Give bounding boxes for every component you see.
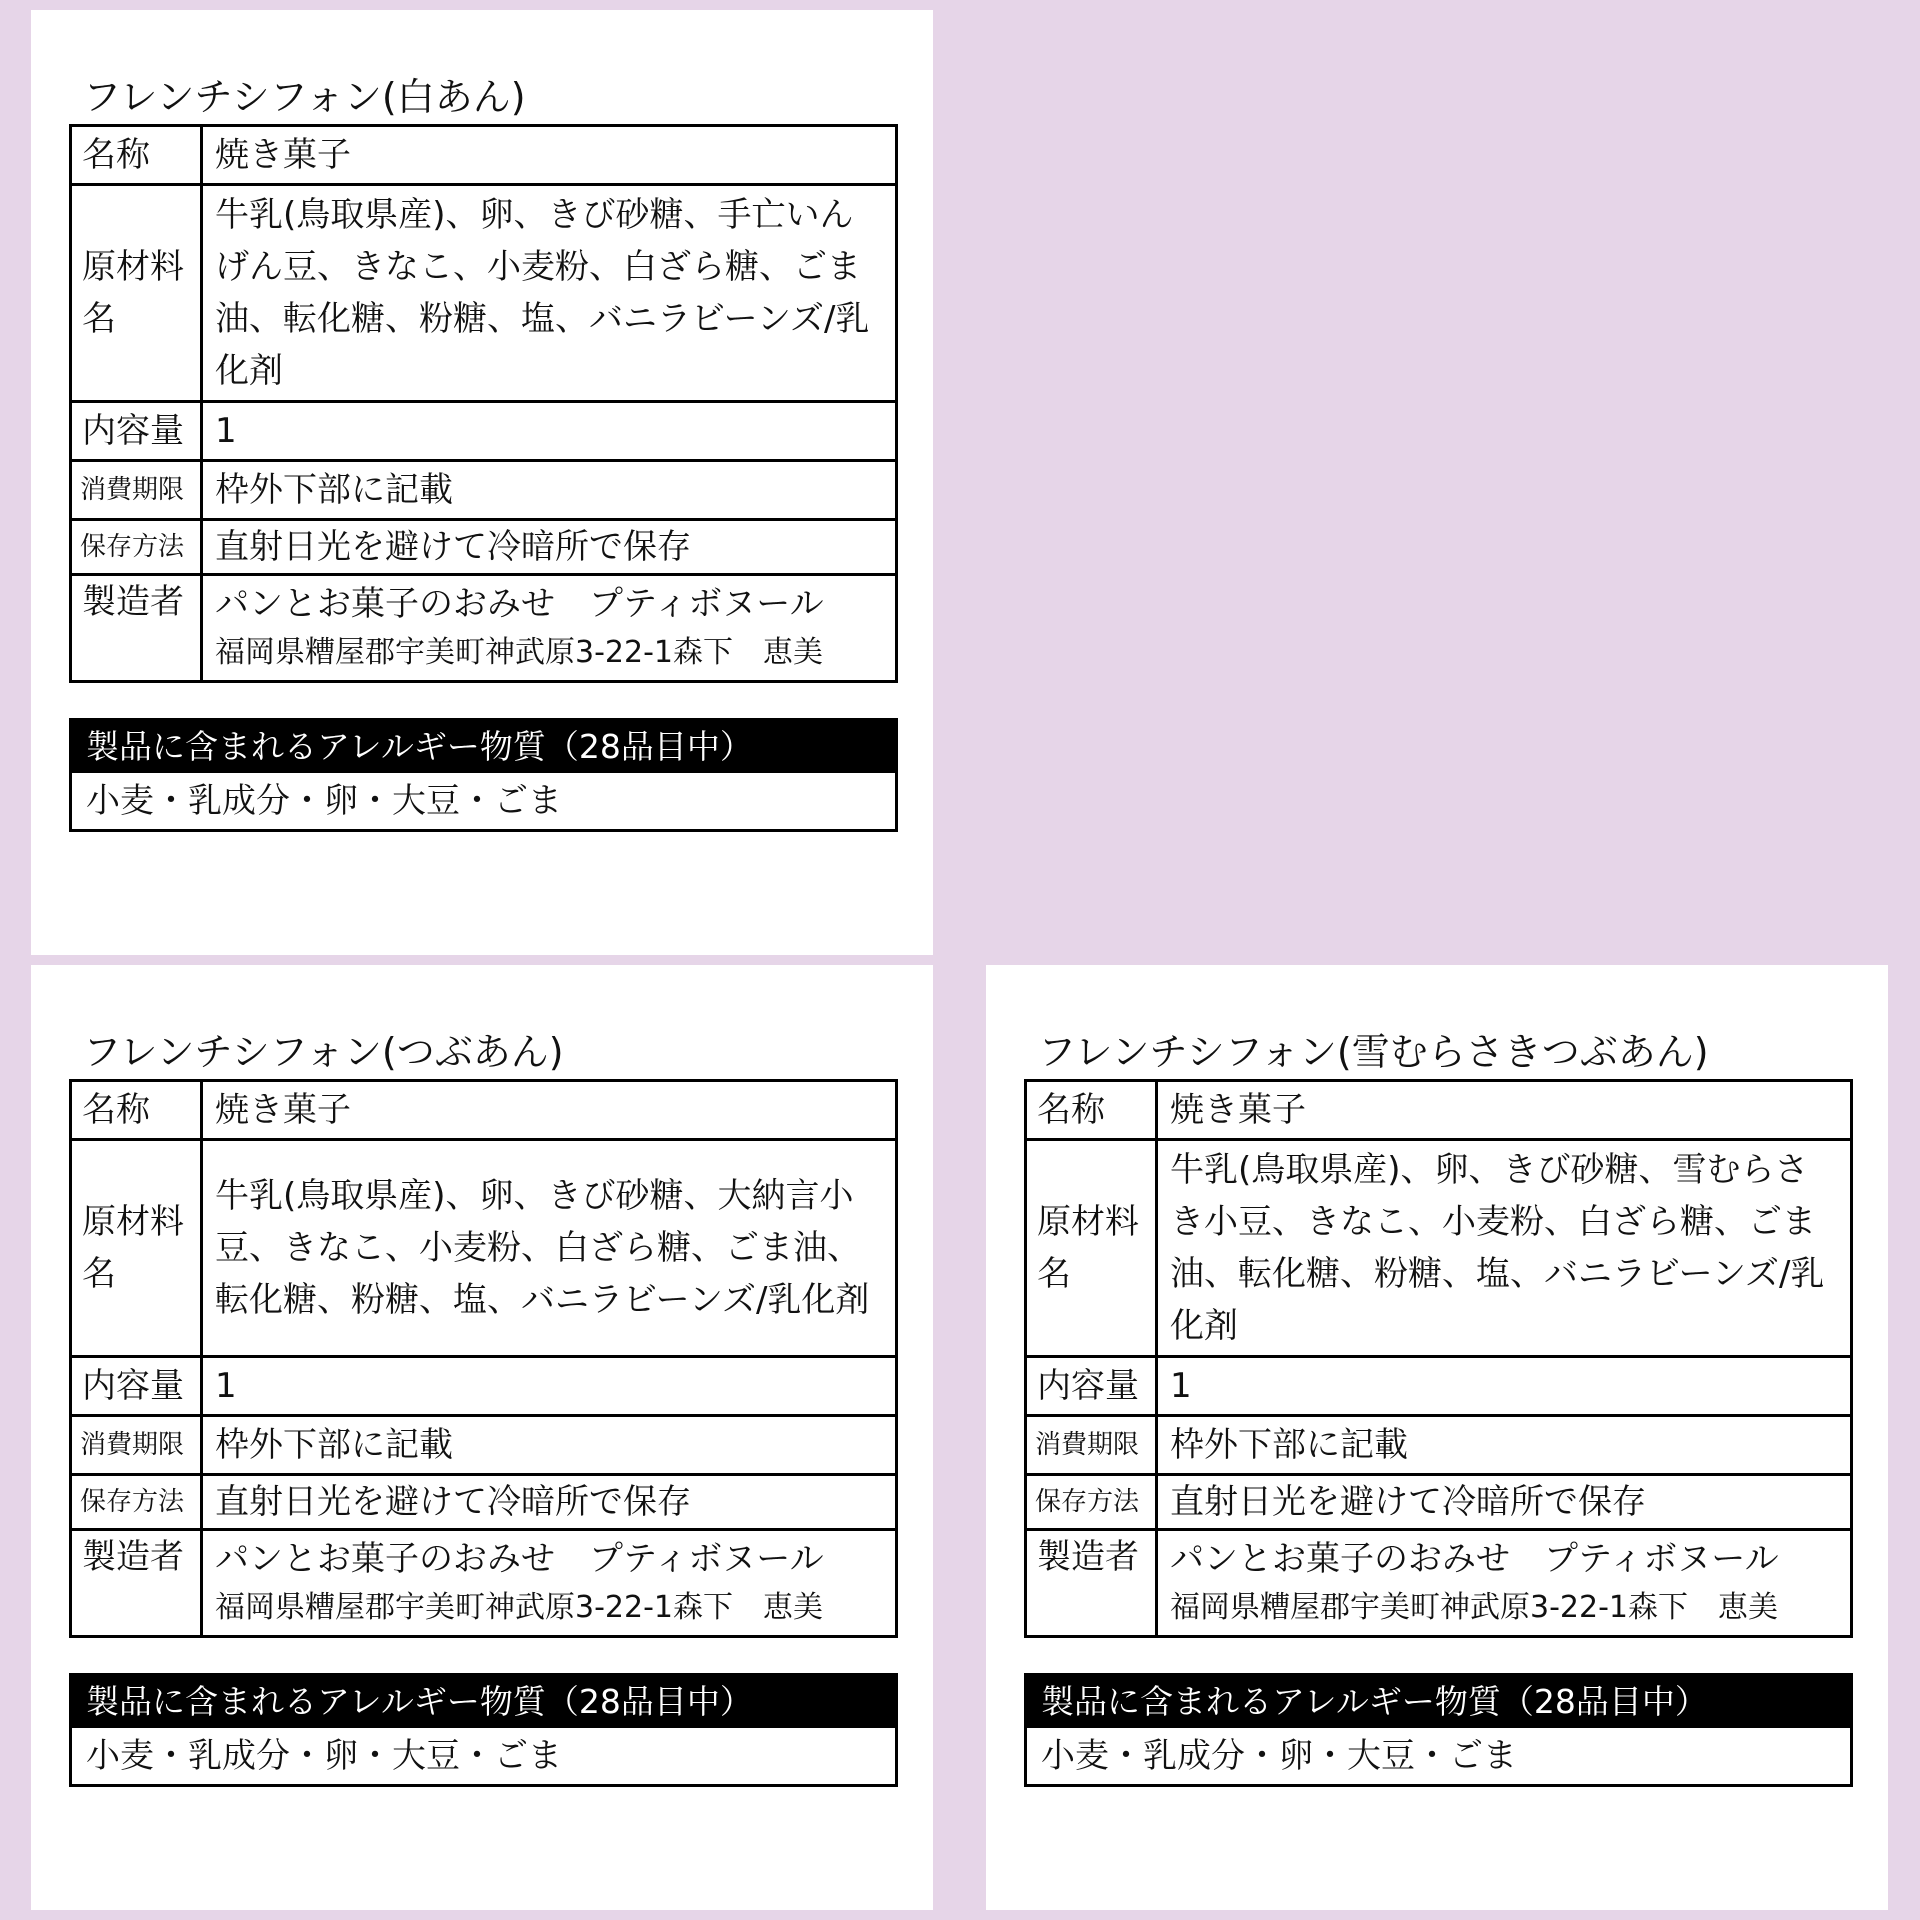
spec-table — [1024, 1079, 1853, 1638]
product-title: フレンチシフォン(つぶあん) — [83, 1030, 564, 1074]
value-name: 焼き菓子 — [202, 1081, 897, 1140]
label-volume: 内容量 — [71, 1357, 202, 1416]
manufacturer-name: パンとお菓子のおみせ プティボヌール — [215, 1539, 824, 1579]
value-name: 焼き菓子 — [202, 126, 897, 185]
value-manufacturer — [202, 575, 897, 682]
label-card-yukimurasaki — [986, 965, 1888, 1910]
row-volume — [71, 1357, 897, 1416]
row-expiry — [71, 461, 897, 520]
value-expiry: 枠外下部に記載 — [202, 1416, 897, 1475]
row-volume — [1026, 1357, 1852, 1416]
spec-table — [69, 1079, 898, 1638]
row-name — [1026, 1081, 1852, 1140]
row-expiry — [71, 1416, 897, 1475]
label-card-tsubuan — [31, 965, 933, 1910]
label-ingredients: 原材料名 — [71, 1140, 202, 1357]
manufacturer-name: パンとお菓子のおみせ プティボヌール — [1170, 1539, 1779, 1579]
label-storage: 保存方法 — [71, 1475, 202, 1530]
value-expiry: 枠外下部に記載 — [202, 461, 897, 520]
manufacturer-address: 福岡県糟屋郡宇美町神武原3-22-1森下 恵美 — [1170, 1590, 1778, 1625]
product-title: フレンチシフォン(白あん) — [83, 75, 526, 119]
row-ingredients — [1026, 1140, 1852, 1357]
manufacturer-name: パンとお菓子のおみせ プティボヌール — [215, 584, 824, 624]
row-storage — [71, 520, 897, 575]
allergy-items: 小麦・乳成分・卵・大豆・ごま — [86, 1736, 562, 1776]
allergy-header: 製品に含まれるアレルギー物質（28品目中） — [72, 721, 895, 773]
label-manufacturer: 製造者 — [1026, 1530, 1157, 1637]
row-storage — [71, 1475, 897, 1530]
label-volume: 内容量 — [1026, 1357, 1157, 1416]
allergy-header: 製品に含まれるアレルギー物質（28品目中） — [1027, 1676, 1850, 1728]
allergy-box — [69, 718, 898, 832]
row-ingredients — [71, 185, 897, 402]
row-manufacturer — [1026, 1530, 1852, 1637]
label-ingredients: 原材料名 — [71, 185, 202, 402]
value-storage: 直射日光を避けて冷暗所で保存 — [1157, 1475, 1852, 1530]
row-manufacturer — [71, 575, 897, 682]
row-manufacturer — [71, 1530, 897, 1637]
product-title: フレンチシフォン(雪むらさきつぶあん) — [1038, 1030, 1709, 1074]
label-storage: 保存方法 — [1026, 1475, 1157, 1530]
allergy-box — [69, 1673, 898, 1787]
value-volume: 1 — [202, 1357, 897, 1416]
label-expiry: 消費期限 — [71, 1416, 202, 1475]
manufacturer-address: 福岡県糟屋郡宇美町神武原3-22-1森下 恵美 — [215, 635, 823, 670]
label-manufacturer: 製造者 — [71, 1530, 202, 1637]
label-name: 名称 — [71, 126, 202, 185]
label-storage: 保存方法 — [71, 520, 202, 575]
allergy-items: 小麦・乳成分・卵・大豆・ごま — [86, 781, 562, 821]
label-card-shiroan — [31, 10, 933, 955]
row-ingredients — [71, 1140, 897, 1357]
allergy-header: 製品に含まれるアレルギー物質（28品目中） — [72, 1676, 895, 1728]
label-expiry: 消費期限 — [71, 461, 202, 520]
value-storage: 直射日光を避けて冷暗所で保存 — [202, 520, 897, 575]
label-name: 名称 — [71, 1081, 202, 1140]
allergy-box — [1024, 1673, 1853, 1787]
label-manufacturer: 製造者 — [71, 575, 202, 682]
row-expiry — [1026, 1416, 1852, 1475]
allergy-items: 小麦・乳成分・卵・大豆・ごま — [1041, 1736, 1517, 1776]
label-expiry: 消費期限 — [1026, 1416, 1157, 1475]
row-name — [71, 126, 897, 185]
row-storage — [1026, 1475, 1852, 1530]
row-name — [71, 1081, 897, 1140]
value-name: 焼き菓子 — [1157, 1081, 1852, 1140]
label-name: 名称 — [1026, 1081, 1157, 1140]
value-ingredients: 牛乳(鳥取県産)、卵、きび砂糖、大納言小豆、きなこ、小麦粉、白ざら糖、ごま油、転化糖、粉糖、塩、バニラビーンズ/乳化剤 — [202, 1140, 897, 1357]
value-volume: 1 — [1157, 1357, 1852, 1416]
value-ingredients: 牛乳(鳥取県産)、卵、きび砂糖、手亡いんげん豆、きなこ、小麦粉、白ざら糖、ごま油、転化糖、粉糖、塩、バニラビーンズ/乳化剤 — [202, 185, 897, 402]
value-manufacturer — [202, 1530, 897, 1637]
spec-table — [69, 124, 898, 683]
manufacturer-address: 福岡県糟屋郡宇美町神武原3-22-1森下 恵美 — [215, 1590, 823, 1625]
value-storage: 直射日光を避けて冷暗所で保存 — [202, 1475, 897, 1530]
value-ingredients: 牛乳(鳥取県産)、卵、きび砂糖、雪むらさき小豆、きなこ、小麦粉、白ざら糖、ごま油、転化糖、粉糖、塩、バニラビーンズ/乳化剤 — [1157, 1140, 1852, 1357]
label-volume: 内容量 — [71, 402, 202, 461]
value-expiry: 枠外下部に記載 — [1157, 1416, 1852, 1475]
value-manufacturer — [1157, 1530, 1852, 1637]
label-ingredients: 原材料名 — [1026, 1140, 1157, 1357]
value-volume: 1 — [202, 402, 897, 461]
row-volume — [71, 402, 897, 461]
